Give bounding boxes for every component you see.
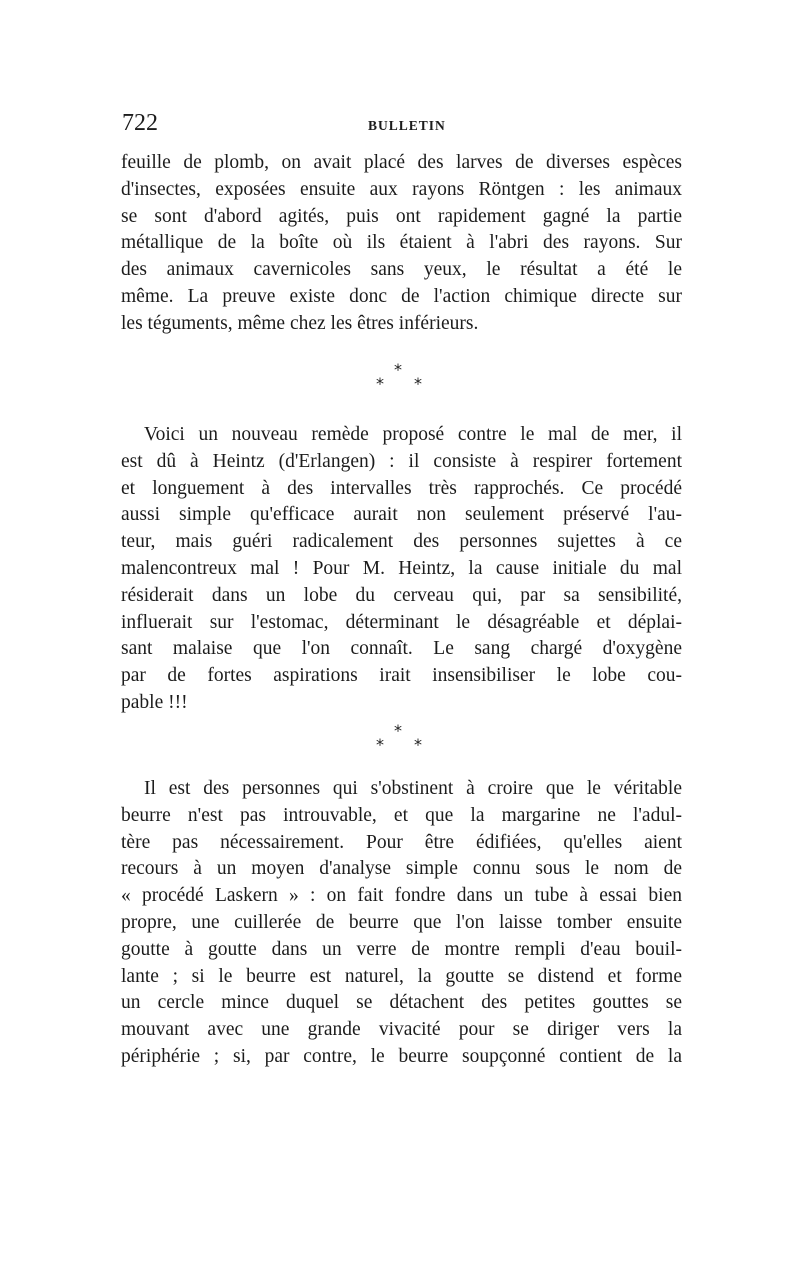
text-line: mouvant avec une grande vivacité pour se diriger vers la (121, 1019, 682, 1041)
asterisk-icon: * (414, 374, 422, 393)
text-line: métallique de la boîte où ils étaient à l'abri des rayons. Sur (121, 232, 682, 254)
section-separator (360, 362, 440, 402)
text-line: est dû à Heintz (d'Erlangen) : il consiste à respirer fortement (121, 450, 682, 472)
text-line: des animaux cavernicoles sans yeux, le résultat a été le (121, 259, 682, 281)
section-separator (360, 723, 440, 763)
paragraph-1 (121, 150, 682, 338)
text-line: se sont d'abord agités, puis ont rapidement gagné la partie (121, 205, 682, 227)
text-line: aussi simple qu'efficace aurait non seulement préservé l'au- (121, 504, 682, 526)
text-line: feuille de plomb, on avait placé des larves de diverses espèces (121, 152, 682, 173)
text-line: sant malaise que l'on connaît. Le sang chargé d'oxygène (121, 638, 682, 660)
text-line: recours à un moyen d'analyse simple connu sous le nom de (121, 858, 682, 880)
text-line: les téguments, même chez les êtres inférieurs. (121, 312, 479, 334)
running-head: BULLETIN (368, 118, 446, 133)
text-line: périphérie ; si, par contre, le beurre soupçonné contient de la (121, 1045, 682, 1067)
text-line: et longuement à des intervalles très rapprochés. Ce procédé (121, 477, 682, 499)
text-line: par de fortes aspirations irait insensibiliser le lobe cou- (121, 665, 682, 687)
text-line: influerait sur l'estomac, déterminant le désagréable et déplai- (121, 611, 682, 633)
text-line: même. La preuve existe donc de l'action chimique directe sur (121, 285, 682, 307)
text-line: résiderait dans un lobe du cerveau qui, par sa sensibilité, (121, 584, 682, 606)
text-line: d'insectes, exposées ensuite aux rayons Röntgen : les animaux (121, 178, 682, 200)
asterisk-icon: * (414, 735, 422, 754)
text-line: lante ; si le beurre est naturel, la goutte se distend et forme (121, 965, 682, 987)
page-number: 722 (122, 110, 158, 136)
asterisk-icon: * (394, 721, 402, 740)
asterisk-icon: * (376, 374, 384, 393)
text-line: un cercle mince duquel se détachent des petites gouttes se (121, 992, 682, 1014)
text-line: Voici un nouveau remède proposé contre le mal de mer, il (144, 424, 682, 445)
text-line: teur, mais guéri radicalement des personnes sujettes à ce (121, 531, 682, 553)
asterisk-icon: * (394, 360, 402, 379)
text-line: Il est des personnes qui s'obstinent à croire que le véritable (144, 778, 682, 799)
asterisk-icon: * (376, 735, 384, 754)
text-line: beurre n'est pas introuvable, et que la margarine ne l'adul- (121, 804, 682, 826)
text-line: malencontreux mal ! Pour M. Heintz, la cause initiale du mal (121, 557, 682, 579)
text-line: « procédé Laskern » : on fait fondre dans un tube à essai bien (121, 885, 682, 907)
text-line: pable !!! (121, 691, 188, 713)
paragraph-3 (121, 776, 682, 1071)
text-line: tère pas nécessairement. Pour être édifiées, qu'elles aient (121, 831, 682, 853)
text-line: goutte à goutte dans un verre de montre rempli d'eau bouil- (121, 938, 682, 960)
text-line: propre, une cuillerée de beurre que l'on laisse tomber ensuite (121, 911, 682, 933)
paragraph-2 (121, 422, 682, 717)
